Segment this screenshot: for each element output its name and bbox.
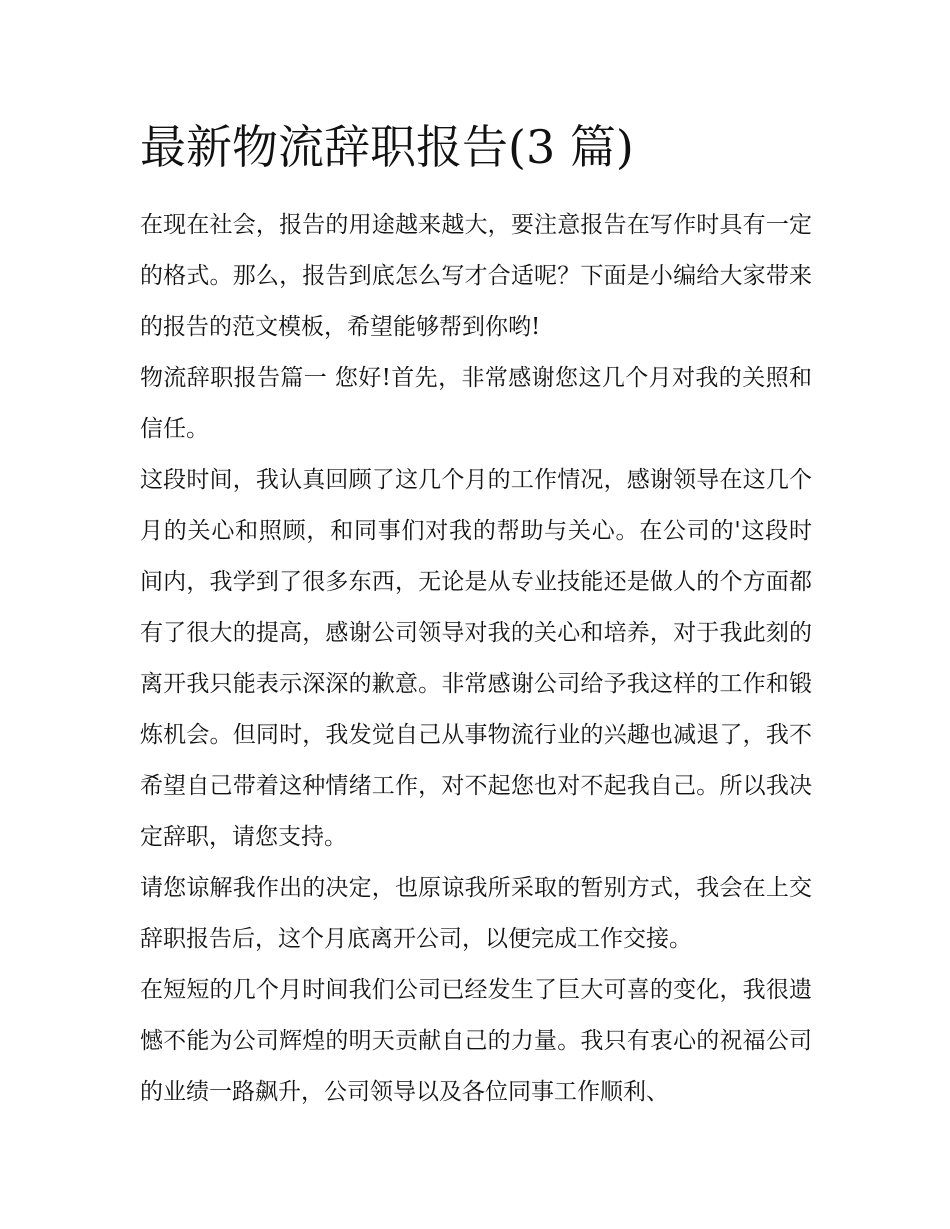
- paragraph-greeting: 物流辞职报告篇一 您好!首先，非常感谢您这几个月对我的关照和信任。: [140, 365, 812, 442]
- paragraph-decision: 请您谅解我作出的决定，也原谅我所采取的暂别方式，我会在上交辞职报告后，这个月底离开公司，以便完成工作交接。: [140, 875, 812, 952]
- paragraph-wishes: 在短短的几个月时间我们公司已经发生了巨大可喜的变化，我很遗憾不能为公司辉煌的明天贡献自己的力量。我只有衷心的祝福公司的业绩一路飙升，公司领导以及各位同事工作顺利、: [140, 977, 812, 1105]
- document-page: [140, 112, 812, 1118]
- document-title: 最新物流辞职报告(3 篇): [140, 120, 634, 174]
- paragraph-review: 这段时间，我认真回顾了这几个月的工作情况，感谢领导在这几个月的关心和照顾，和同事们对我的帮助与关心。在公司的'这段时间内，我学到了很多东西，无论是从专业技能还是做人的个方面都有了很大的提高，感谢公司领导对我的关心和培养，对于我此刻的离开我只能表示深深的歉意。非常感谢公司给予我这样的工作和锻炼机会。但同时，我发觉自己从事物流行业的兴趣也减退了，我不希望自己带着这种情绪工作，对不起您也对不起我自己。所以我决定辞职，请您支持。: [140, 467, 812, 850]
- paragraph-intro: 在现在社会，报告的用途越来越大，要注意报告在写作时具有一定的格式。那么，报告到底怎么写才合适呢？下面是小编给大家带来的报告的范文模板，希望能够帮到你哟!: [140, 212, 812, 340]
